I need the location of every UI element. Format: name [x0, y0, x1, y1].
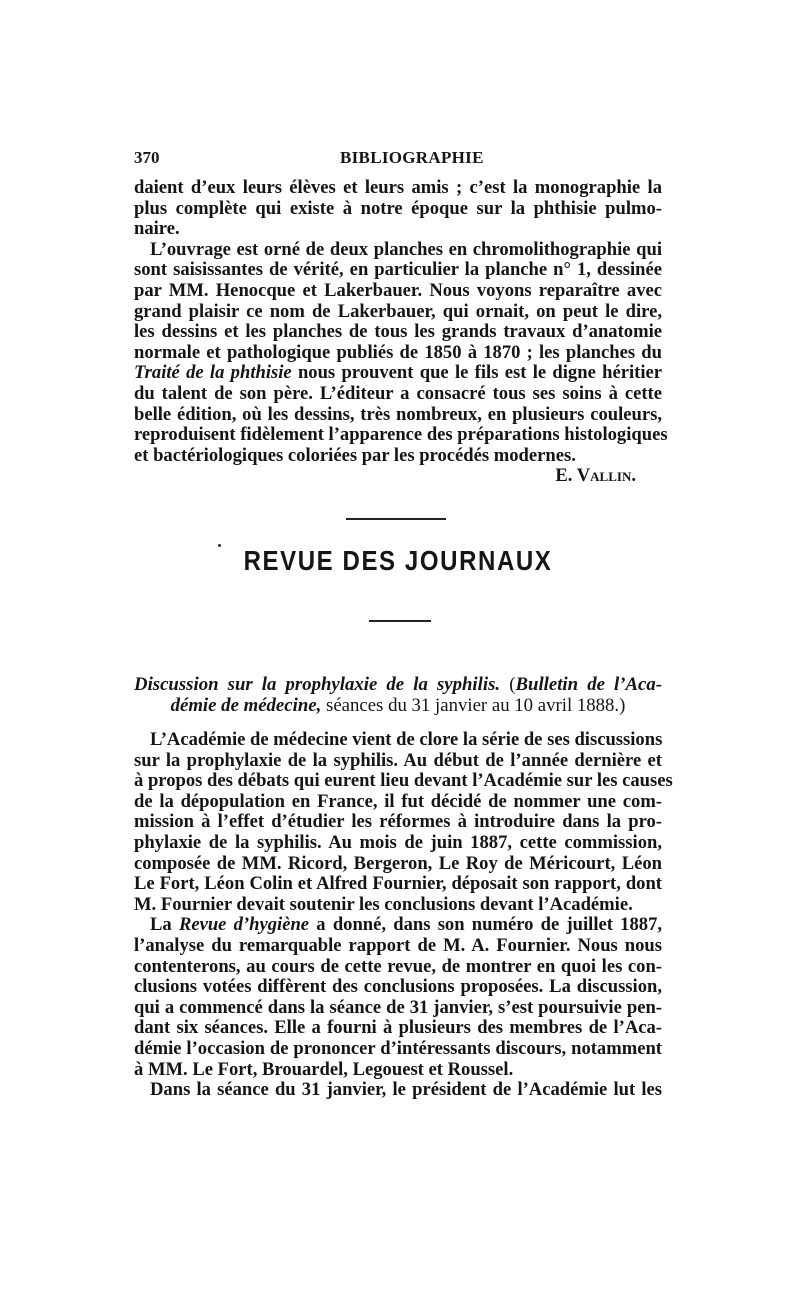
text-fragment: La: [150, 914, 172, 936]
text-line: composée de MM. Ricord, Bergeron, Le Roy de Méricourt, Léon: [134, 852, 662, 874]
text-line: reproduisent fidèlement l’apparence des préparations histologiques: [134, 424, 668, 446]
text-line: L’Académie de médecine vient de clore la série de ses discussions: [150, 729, 663, 750]
text-line: grand plaisir ce nom de Lakerbauer, qui ornait, on peut le dire,: [134, 300, 662, 322]
journal-title: Revue d’hygiène: [178, 914, 310, 936]
text-line: belle édition, où les dessins, très nombreux, en plusieurs couleurs,: [134, 403, 662, 425]
text-line-with-title: [134, 363, 662, 384]
text-line: l’analyse du remarquable rapport de M. A. Fournier. Nous nous: [134, 934, 662, 956]
signature: E. Vallin.: [555, 465, 636, 487]
text-line: L’ouvrage est orné de deux planches en chromolithographie qui: [150, 238, 662, 260]
text-line: de la dépopulation en France, il fut décidé de nommer une com-: [134, 790, 662, 812]
text-line: du talent de son père. L’éditeur a consacré tous ses soins à cette: [134, 382, 662, 404]
citation-line: [134, 695, 662, 716]
divider-rule: [346, 518, 446, 520]
text-line: mission à l’effet d’étudier les réformes à introduire dans la pro-: [134, 811, 662, 833]
journal-name: Bulletin de l’Aca-: [515, 674, 662, 695]
text-line: plus complète qui existe à notre époque sur la phthisie pulmo-: [134, 197, 662, 219]
text-line: qui a commencé dans la séance de 31 janvier, s’est poursuivie pen-: [134, 996, 662, 1018]
text-line: à propos des débats qui eurent lieu devant l’Académie sur les causes: [134, 770, 673, 792]
divider-rule: [369, 620, 431, 622]
text-line: phylaxie de la syphilis. Au mois de juin 1887, cette commission,: [134, 831, 662, 853]
text-line: normale et pathologique publiés de 1850 à 1870 ; les planches du: [134, 341, 662, 363]
running-head: BIBLIOGRAPHIE: [340, 148, 484, 167]
text-line: à MM. Le Fort, Brouardel, Legouest et Roussel.: [134, 1058, 514, 1080]
section-title: REVUE DES JOURNAUX: [243, 545, 553, 577]
text-line: sont saisissantes de vérité, en particulier la planche n° 1, dessinée: [134, 259, 662, 281]
paren: (: [509, 674, 516, 695]
text-line: Dans la séance du 31 janvier, le président de l’Académie lut les: [150, 1079, 662, 1101]
citation-title: Discussion sur la prophylaxie de la syphilis.: [134, 674, 501, 695]
text-line: sur la prophylaxie de la syphilis. Au début de l’année dernière et: [134, 749, 662, 771]
text-line-with-title: [134, 915, 662, 936]
text-line: les dessins et les planches de tous les grands travaux d’anatomie: [134, 321, 662, 343]
text-line: et bactériologiques coloriées par les procédés modernes.: [134, 444, 576, 466]
review-text: [134, 177, 668, 487]
text-line: dant six séances. Elle a fourni à plusieurs des membres de l’Aca-: [134, 1017, 662, 1039]
text-fragment: a donné, dans son numéro de juillet 1887,: [316, 914, 663, 936]
journal-name: démie de médecine,: [170, 695, 322, 716]
text-line: naire.: [134, 218, 180, 240]
text-line: daient d’eux leurs élèves et leurs amis ; c’est la monographie la: [134, 177, 662, 198]
text-line: Le Fort, Léon Colin et Alfred Fournier, déposait son rapport, dont: [134, 873, 662, 895]
text-line: par MM. Henocque et Lakerbauer. Nous voyons reparaître avec: [134, 279, 662, 301]
article-body: [134, 729, 673, 1101]
citation: [134, 674, 662, 716]
citation-line: [134, 674, 662, 695]
text-line: contenterons, au cours de cette revue, de montrer en quoi les con-: [134, 955, 662, 977]
text-fragment: nous prouvent que le fils est le digne héritier: [297, 362, 662, 384]
text-line: M. Fournier devait soutenir les conclusions devant l’Académie.: [134, 893, 633, 915]
page-number: 370: [134, 148, 160, 167]
text-line: démie l’occasion de prononcer d’intéressants discours, notamment: [134, 1037, 662, 1059]
text-line: clusions votées diffèrent des conclusions proposées. La discussion,: [134, 976, 662, 998]
book-title: Traité de la phthisie: [134, 362, 292, 384]
page-header: [134, 148, 662, 172]
citation-dates: séances du 31 janvier au 10 avril 1888.): [326, 695, 626, 716]
